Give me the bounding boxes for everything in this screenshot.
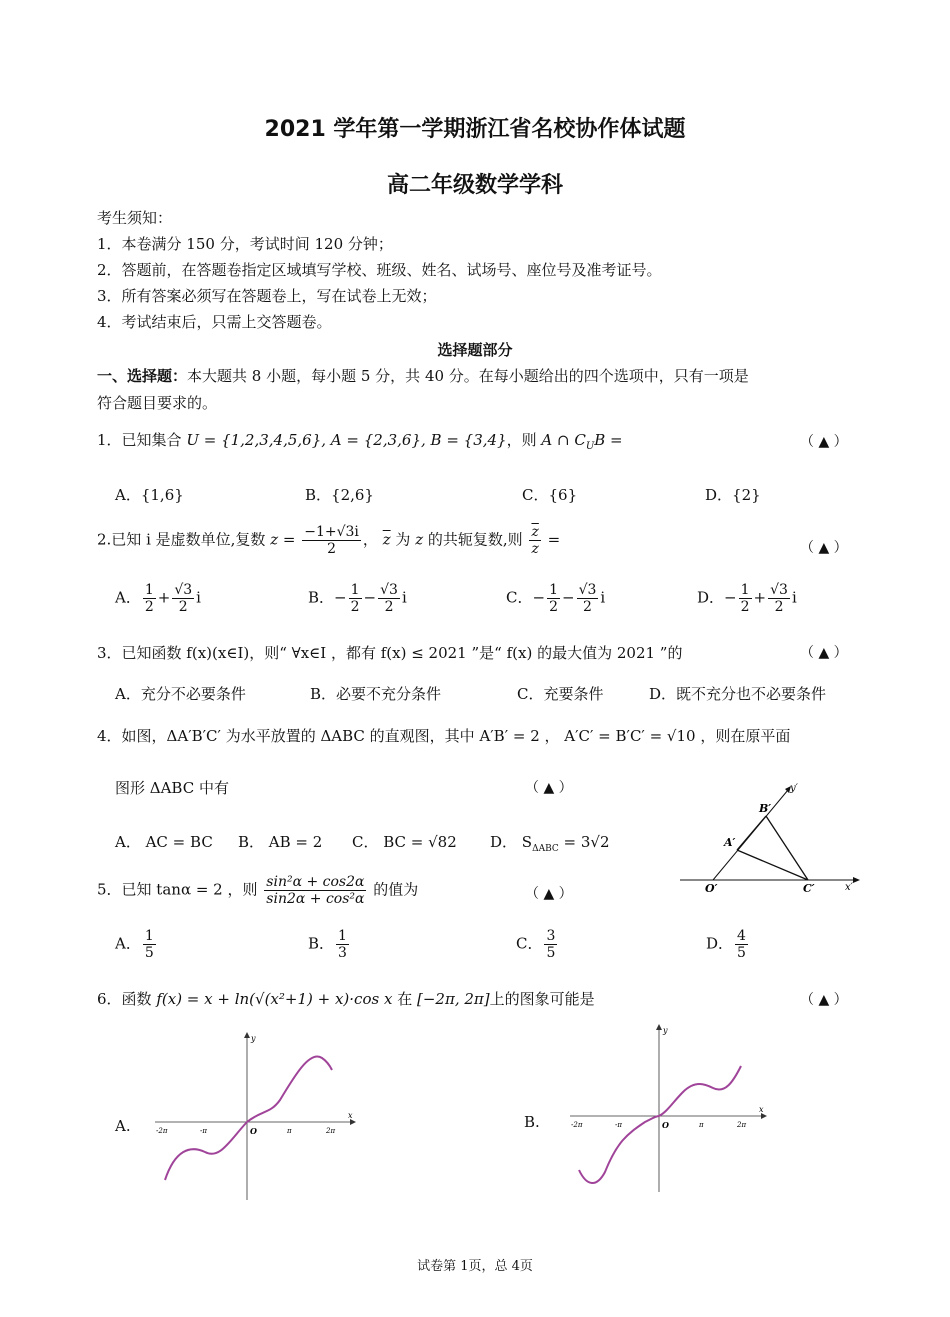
graph-a-tick-2pi: 2π: [326, 1127, 336, 1135]
q5-option-c: [516, 928, 559, 961]
graph-a-label-y: y: [251, 1034, 256, 1043]
q2-c-i: i: [600, 588, 606, 607]
q4-stem-1: 4．如图，ΔA′B′C′ 为水平放置的 ΔABC 的直观图，其中 A′B′ = 2 ， A′C′ = B′C′ = √10 ，则在原平面: [97, 727, 791, 745]
q2-c-n2: √3: [578, 582, 597, 598]
q5-option-a: [115, 928, 158, 961]
graph-b-label-x: x: [759, 1105, 764, 1114]
q5-c-num: 3: [546, 928, 556, 944]
q1-ask-end: B =: [594, 431, 623, 449]
q6-answer-mark: （ ▲ ）: [800, 992, 848, 1008]
q4-answer-mark: （ ▲ ）: [525, 780, 573, 796]
q1-option-b: B．{2,6}: [305, 486, 374, 504]
q6-text-2: 在: [397, 990, 413, 1008]
q5-a-frac: [143, 928, 156, 961]
q2-zbar: $\overline{z}$: [382, 530, 391, 549]
q6-interval: [−2π, 2π]: [417, 990, 490, 1008]
q4-d-main: D． S: [490, 833, 533, 851]
graph-a-tick-pi: π: [287, 1127, 292, 1135]
q5-answer-mark: （ ▲ ）: [525, 886, 573, 902]
q5-c-den: 5: [546, 945, 556, 961]
q1-sets: U = {1,2,3,4,5,6}, A = {2,3,6}, B = {3,4}: [186, 431, 507, 449]
q2-text-1: 2.已知 i 是虚数单位,复数: [97, 530, 266, 549]
q3-option-c: C．充要条件: [517, 685, 604, 703]
notice-item-2: 2．答题前，在答题卷指定区域填写学校、班级、姓名、试场号、座位号及准考证号。: [97, 261, 662, 279]
notice-item-3: 3．所有答案必须写在答题卷上，写在试卷上无效；: [97, 287, 437, 305]
q2-b-d2: 2: [384, 599, 394, 615]
q2-b-n2: √3: [380, 582, 398, 598]
q5-text-1: 5．已知 tanα = 2 ，则: [97, 880, 258, 899]
q2-z-eq: z =: [270, 530, 296, 549]
q2-b-i: i: [401, 588, 407, 607]
graph-a-tick-negpi: -π: [200, 1127, 207, 1135]
q4-option-b: B． AB = 2: [238, 833, 323, 851]
q6-option-b-label: B.: [524, 1113, 540, 1131]
q3-stem: 3．已知函数 f(x)(x∈I)，则“ ∀x∈I ，都有 f(x) ≤ 2021 ”是“ f(x) 的最大值为 2021 ”的: [97, 644, 683, 662]
q6-stem: [97, 989, 595, 1009]
q5-option-d: [706, 928, 750, 961]
page-footer: 试卷第 1页，总 4页: [417, 1259, 533, 1274]
section-desc-1: [97, 366, 749, 386]
q2-option-d: [697, 582, 797, 615]
q2-b-label: B．: [308, 588, 335, 607]
q2-text-3: 为: [395, 530, 411, 549]
q1-answer-mark: （ ▲ ）: [800, 434, 848, 450]
graph-b-y-arrow-icon: [656, 1024, 662, 1030]
q2-z: z: [415, 530, 424, 549]
graph-a-label-x: x: [348, 1111, 353, 1120]
graph-b-tick-2pi: 2π: [737, 1121, 747, 1129]
q4-d-end: = 3√2: [558, 833, 610, 851]
q2-z-num: −1+√3i: [304, 524, 359, 540]
q5-b-frac: [336, 928, 349, 961]
q2-d-op: +: [753, 588, 767, 607]
q1-stem: [97, 430, 623, 457]
q1-ask-sub: U: [585, 441, 595, 452]
q1-option-c: C．{6}: [522, 486, 578, 504]
q5-fraction: [264, 874, 366, 907]
q2-d-n2: √3: [770, 582, 788, 598]
q5-frac-num: sin²α + cos2α: [266, 874, 365, 890]
graph-b-label-o: O: [662, 1120, 669, 1130]
q2-a-i: i: [196, 588, 201, 607]
q2-b-frac2: [378, 582, 400, 615]
graph-b-curve: [579, 1066, 741, 1183]
q4-option-c: C． BC = √82: [352, 833, 457, 851]
q6-graph-b: [565, 1022, 775, 1197]
q5-text-2: 的值为: [373, 880, 419, 899]
label-y: y′: [790, 783, 798, 794]
q1-suffix: ，则: [506, 431, 537, 449]
q2-ask-den: z: [531, 541, 539, 557]
q2-c-d1: 2: [549, 599, 558, 615]
label-c: C′: [803, 882, 815, 895]
q2-a-n2: √3: [174, 582, 193, 598]
q2-b-op: −: [363, 588, 377, 607]
notice-heading: 考生须知：: [97, 209, 173, 227]
graph-a-tick-neg2pi: -2π: [156, 1127, 168, 1135]
q4-option-a: A． AC = BC: [115, 833, 213, 851]
q2-b-n1: 1: [350, 582, 360, 598]
q2-answer-mark: （ ▲ ）: [800, 540, 848, 556]
graph-b-tick-neg2pi: -2π: [571, 1121, 583, 1129]
q2-d-i: i: [791, 588, 797, 607]
q2-d-label: D．: [697, 588, 725, 607]
q5-d-den: 5: [737, 945, 746, 961]
exam-subtitle: 高二年级数学学科: [386, 173, 563, 198]
q2-a-frac1: [143, 582, 156, 615]
q5-c-frac: [544, 928, 557, 961]
segment-a-b: [737, 816, 766, 850]
q4-stem-2: 图形 ΔABC 中有: [115, 779, 229, 797]
q2-option-a: [115, 582, 201, 615]
q6-text-1: 6．函数: [97, 990, 152, 1008]
q1-option-d: D．{2}: [705, 486, 761, 504]
q2-eq: =: [547, 530, 561, 549]
q5-d-num: 4: [737, 928, 746, 944]
q1-ask: A ∩ C: [541, 431, 586, 449]
q3-answer-mark: （ ▲ ）: [800, 645, 848, 661]
q4-option-d: [490, 832, 610, 859]
notice-item-4: 4．考试结束后，只需上交答题卷。: [97, 313, 332, 331]
q2-c-n1: 1: [549, 582, 558, 598]
graph-a-label-o: O: [250, 1126, 257, 1136]
q3-option-d: D．既不充分也不必要条件: [649, 685, 827, 703]
q5-option-b: [308, 928, 351, 961]
segment-a-c: [737, 850, 808, 880]
q5-b-num: 1: [338, 928, 347, 944]
graph-a-curve: [165, 1056, 332, 1180]
q6-text-3: 上的图象可能是: [489, 990, 595, 1008]
q1-prefix: 1．已知集合: [97, 431, 182, 449]
q2-a-d1: 2: [144, 599, 154, 615]
label-a: A′: [724, 836, 736, 849]
q5-a-den: 5: [144, 945, 154, 961]
q6-option-a-label: A.: [115, 1117, 131, 1135]
q5-d-label: D．: [706, 934, 734, 953]
q2-z-den: 2: [327, 541, 337, 557]
q5-c-label: C．: [516, 934, 543, 953]
q2-d-d1: 2: [740, 599, 750, 615]
label-x: x′: [845, 882, 853, 893]
q2-c-frac2: [577, 582, 599, 615]
q2-comma: ，: [362, 530, 378, 549]
q2-b-d1: 2: [350, 599, 360, 615]
q2-d-d2: 2: [774, 599, 784, 615]
q2-b-frac1: [349, 582, 362, 615]
q2-c-op: −: [561, 588, 575, 607]
q2-stem: [97, 524, 560, 557]
q2-d-sign: −: [724, 588, 737, 607]
q3-option-b: B．必要不充分条件: [310, 685, 442, 703]
q6-function: f(x) = x + ln(√(x²+1) + x)·cos x: [156, 990, 393, 1008]
q5-frac-den: sin2α + cos²α: [266, 891, 365, 907]
notice-item-1: 1．本卷满分 150 分，考试时间 120 分钟；: [97, 235, 393, 253]
q2-a-label: A．: [115, 588, 141, 607]
label-b: B′: [759, 802, 772, 815]
segment-b-c: [766, 816, 808, 880]
q2-text-4: 的共轭复数,则: [427, 530, 523, 549]
q2-c-label: C．: [506, 588, 533, 607]
q1-option-a: A．{1,6}: [115, 486, 184, 504]
q5-b-den: 3: [338, 945, 347, 961]
q2-c-d2: 2: [583, 599, 592, 615]
q2-ask-num: $\overline{z}$: [531, 524, 539, 540]
part-desc-1: 本大题共 8 小题，每小题 5 分，共 40 分。在每小题给出的四个选项中，只有一项是: [187, 367, 749, 385]
q2-d-n1: 1: [740, 582, 750, 598]
q5-stem: [97, 874, 418, 907]
exam-title: 2021 学年第一学期浙江省名校协作体试题: [264, 117, 686, 142]
graph-b-label-y: y: [663, 1026, 668, 1035]
graph-a-y-arrow-icon: [244, 1032, 250, 1038]
q2-d-frac2: [768, 582, 790, 615]
q5-b-label: B．: [308, 934, 335, 953]
q2-c-sign: −: [532, 588, 546, 607]
q5-a-num: 1: [144, 928, 154, 944]
q2-a-op: +: [157, 588, 171, 607]
q2-d-frac1: [739, 582, 752, 615]
q2-a-d2: 2: [178, 599, 188, 615]
graph-b-tick-negpi: -π: [615, 1121, 622, 1129]
q2-c-frac1: [547, 582, 560, 615]
x-arrow-icon: [853, 877, 860, 883]
section-desc-2: 符合题目要求的。: [97, 394, 218, 412]
q6-graph-a: [150, 1030, 360, 1205]
q2-a-n1: 1: [144, 582, 154, 598]
q4-d-sub: ΔABC: [532, 844, 559, 854]
q3-option-a: A．充分不必要条件: [115, 685, 246, 703]
q2-a-frac2: [172, 582, 194, 615]
q5-a-label: A．: [115, 934, 141, 953]
graph-b-tick-pi: π: [699, 1121, 704, 1129]
label-o: O′: [705, 882, 718, 895]
q2-b-sign: −: [334, 588, 347, 607]
q2-option-c: [506, 582, 605, 615]
q2-option-b: [308, 582, 407, 615]
q2-ask-fraction: [529, 524, 540, 557]
part-label: 一、选择题：: [97, 367, 188, 385]
q4-figure: [675, 778, 860, 898]
q2-z-fraction: [302, 524, 361, 557]
section-title: 选择题部分: [437, 341, 513, 359]
q5-d-frac: [735, 928, 748, 961]
